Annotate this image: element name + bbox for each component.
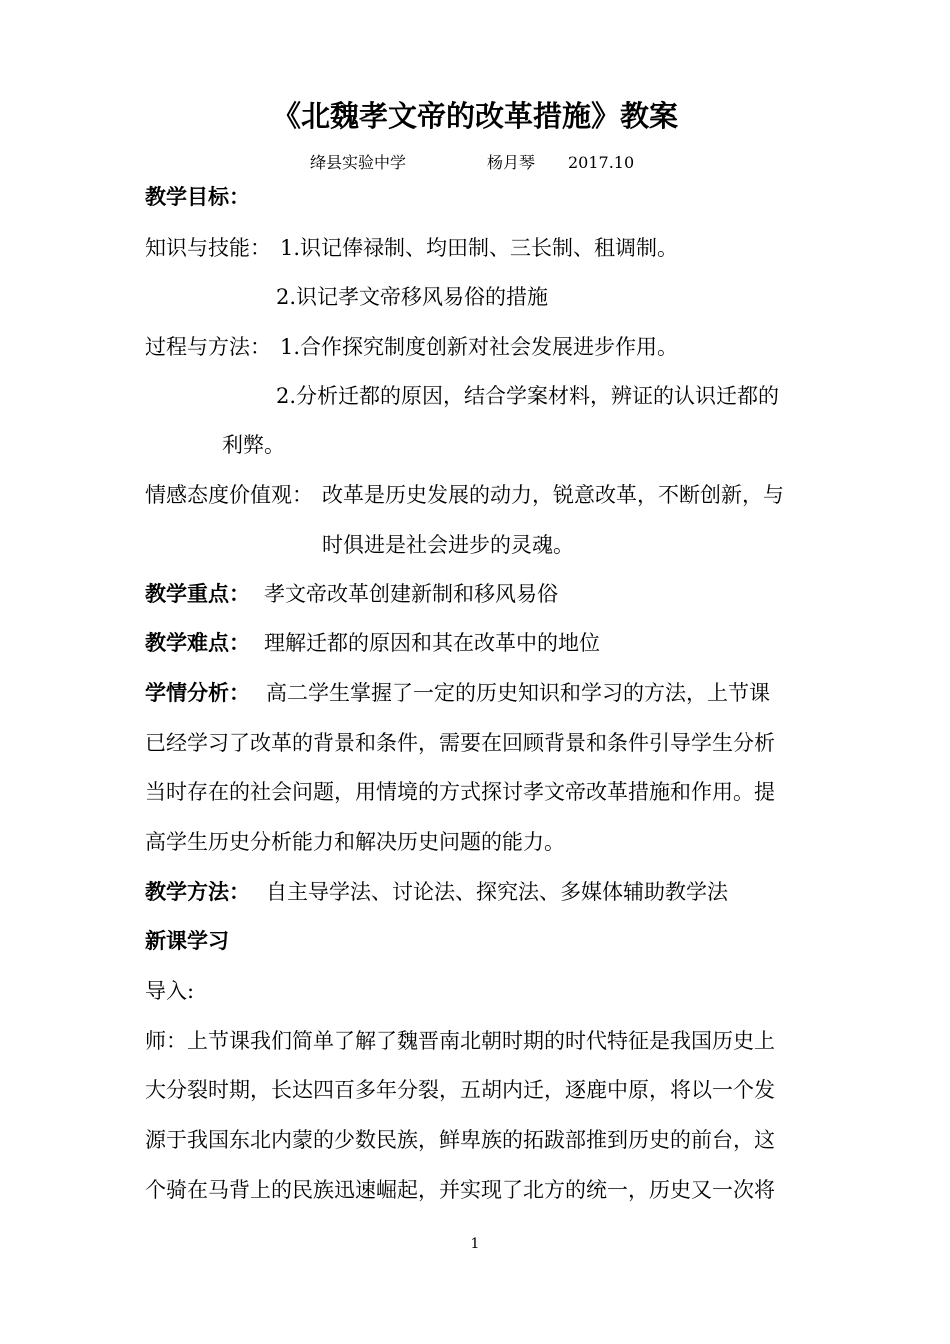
emotion-text-line-1: 改革是历史发展的动力，锐意改革，不断创新，与: [322, 483, 784, 507]
emotion-text-line-2: 时俱进是社会进步的灵魂。: [322, 533, 574, 557]
key-point-text: 孝文帝改革创建新制和移风易俗: [264, 582, 558, 606]
emotion-label: 情感态度价值观：: [145, 483, 313, 507]
intro-label: 导入:: [145, 979, 195, 1003]
analysis-line-2: 已经学习了改革的背景和条件，需要在回顾背景和条件引导学生分析: [145, 731, 775, 755]
key-point-label: 教学重点：: [145, 581, 250, 606]
method-label: 教学方法：: [145, 879, 250, 904]
process-label: 过程与方法：: [145, 335, 271, 359]
analysis-line-4: 高学生历史分析能力和解决历史问题的能力。: [145, 830, 565, 854]
author-name: 杨月琴: [487, 153, 536, 172]
new-lesson-heading: 新课学习: [145, 928, 229, 953]
process-item-2-line-2: 利弊。: [222, 433, 285, 457]
analysis-line-3: 当时存在的社会问题，用情境的方式探讨孝文帝改革措施和作用。提: [145, 780, 775, 804]
knowledge-label: 知识与技能：: [145, 236, 271, 260]
analysis-line-1: 高二学生掌握了一定的历史知识和学习的方法，上节课: [266, 681, 770, 705]
teacher-line-3: 源于我国东北内蒙的少数民族，鲜卑族的拓跋部推到历史的前台，这: [145, 1128, 775, 1152]
difficulty-label: 教学难点：: [145, 630, 250, 655]
objectives-heading: 教学目标：: [145, 184, 250, 209]
process-item-1: 1.合作探究制度创新对社会发展进步作用。: [280, 335, 679, 359]
process-item-2-line-1: 2.分析迁都的原因，结合学案材料，辨证的认识迁都的: [276, 384, 780, 408]
knowledge-item-2: 2.识记孝文帝移风易俗的措施: [276, 285, 549, 309]
document-title: 《北魏孝文帝的改革措施》教案: [271, 99, 678, 133]
teacher-line-4: 个骑在马背上的民族迅速崛起，并实现了北方的统一，历史又一次将: [145, 1178, 775, 1202]
page-number: 1: [470, 1236, 480, 1252]
teacher-line-1: 师：上节课我们简单了解了魏晋南北朝时期的时代特征是我国历史上: [145, 1029, 775, 1053]
teacher-line-2: 大分裂时期，长达四百多年分裂，五胡内迁，逐鹿中原，将以一个发: [145, 1078, 775, 1102]
school-name: 绛县实验中学: [310, 153, 407, 172]
analysis-label: 学情分析：: [145, 680, 250, 705]
difficulty-text: 理解迁都的原因和其在改革中的地位: [264, 631, 600, 655]
method-text: 自主导学法、讨论法、探究法、多媒体辅助教学法: [266, 880, 728, 904]
knowledge-item-1: 1.识记俸禄制、均田制、三长制、租调制。: [280, 236, 679, 260]
document-date: 2017.10: [568, 153, 635, 172]
